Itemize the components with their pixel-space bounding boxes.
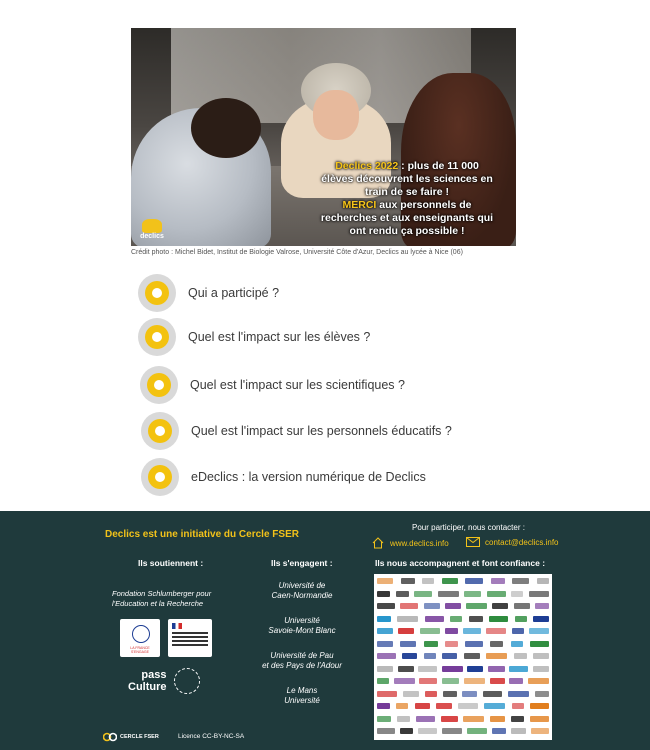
radio-disc-icon xyxy=(138,318,176,356)
partner-logo xyxy=(377,728,395,734)
partner-logo xyxy=(398,628,414,634)
partner-logo-row xyxy=(377,665,549,673)
partner-logo xyxy=(492,728,506,734)
footer-title: Declics est une initiative du Cercle FSER xyxy=(105,529,299,540)
partner-logo-row xyxy=(377,577,549,585)
partner-logo xyxy=(535,691,549,697)
partner-logo xyxy=(400,641,416,647)
pass-culture-line2: Culture xyxy=(128,681,167,693)
partner-logo xyxy=(466,603,487,609)
partner-logo xyxy=(445,603,461,609)
email-text: contact@declics.info xyxy=(485,537,559,547)
partner-logo-row xyxy=(377,627,549,635)
partner-logo xyxy=(537,578,549,584)
partner-logo xyxy=(377,628,393,634)
radio-disc-icon xyxy=(140,366,178,404)
partner-logo xyxy=(531,728,549,734)
licence-text: Licence CC-BY-NC-SA xyxy=(178,733,245,740)
partner-logo xyxy=(377,703,390,709)
faq-label: Quel est l'impact sur les élèves ? xyxy=(188,330,371,344)
faq-label: Quel est l'impact sur les scientifiques ? xyxy=(190,378,405,392)
sponsor-pass-culture xyxy=(128,669,167,693)
partner-logo xyxy=(530,641,549,647)
partner-logo-row xyxy=(377,640,549,648)
partner-logo xyxy=(463,628,481,634)
photo-student-left-hair xyxy=(191,98,261,158)
photo-scientist-face xyxy=(313,90,359,140)
support-heading: Ils soutiennent : xyxy=(138,558,204,568)
university-item: Université Savoie-Mont Blanc xyxy=(268,616,336,635)
partner-logo xyxy=(512,703,524,709)
partner-logo xyxy=(490,678,505,684)
partner-logo xyxy=(529,628,549,634)
partners-heading: Ils nous accompagnent et font confiance : xyxy=(375,558,546,568)
faq-item-edeclics[interactable] xyxy=(141,457,426,497)
partner-logo xyxy=(491,578,505,584)
partner-logo xyxy=(528,678,549,684)
partner-logo xyxy=(418,728,437,734)
website-link[interactable] xyxy=(372,537,449,549)
partner-logo xyxy=(462,691,477,697)
contact-label: Pour participer, nous contacter : xyxy=(412,523,525,532)
partner-logo-row xyxy=(377,615,549,623)
partner-logo xyxy=(492,603,508,609)
partner-logo xyxy=(490,716,505,722)
partner-logo xyxy=(403,691,419,697)
sponsor-fondation-schlumberger: Fondation Schlumberger pour l'Education et la Recherche xyxy=(112,589,212,608)
university-item: Le Mans Université xyxy=(284,686,320,705)
overlay-text: recherches et aux enseignants qui xyxy=(320,212,494,224)
partner-logo xyxy=(511,716,524,722)
partner-logo xyxy=(512,628,524,634)
partner-logo xyxy=(483,691,502,697)
hero-photo xyxy=(131,28,516,246)
partner-logo xyxy=(442,678,459,684)
seal-icon xyxy=(132,625,150,643)
faq-label: Quel est l'impact sur les personnels éducatifs ? xyxy=(191,424,452,438)
gov-caption: LA FRANCE S'ENGAGE xyxy=(130,646,150,654)
faq-item-participants[interactable] xyxy=(138,273,279,313)
partner-logo xyxy=(377,678,389,684)
partner-logo xyxy=(442,728,462,734)
partner-logo xyxy=(486,628,506,634)
mail-icon xyxy=(466,537,480,547)
partner-logo xyxy=(441,716,458,722)
partner-logo xyxy=(420,628,440,634)
partner-logo xyxy=(436,703,452,709)
cercle-fser-logo xyxy=(103,732,159,742)
partner-logo xyxy=(464,653,480,659)
cercle-fser-text: CERCLE FSER xyxy=(120,734,159,740)
partner-logo xyxy=(489,616,508,622)
partner-logo xyxy=(422,578,434,584)
partner-logo xyxy=(424,641,438,647)
partner-logo xyxy=(377,591,390,597)
partner-logo xyxy=(416,716,435,722)
partner-logo xyxy=(490,641,503,647)
partner-logo xyxy=(425,616,444,622)
partner-logo xyxy=(465,578,483,584)
partner-logo xyxy=(508,691,529,697)
partner-logo xyxy=(398,666,414,672)
partner-logo-row xyxy=(377,677,549,685)
partner-logo xyxy=(400,603,418,609)
declics-logo-text: declics xyxy=(140,233,164,240)
email-link[interactable] xyxy=(466,537,559,547)
partner-logo xyxy=(415,703,430,709)
partner-logo xyxy=(530,716,549,722)
partner-logo xyxy=(450,616,462,622)
radio-disc-icon xyxy=(141,412,179,450)
partner-logo xyxy=(511,641,523,647)
partner-logo xyxy=(377,666,393,672)
partner-logo xyxy=(442,578,458,584)
partner-logo xyxy=(442,666,463,672)
website-text: www.declics.info xyxy=(390,538,449,548)
faq-label: eDeclics : la version numérique de Declics xyxy=(191,470,426,484)
partner-logo xyxy=(425,691,437,697)
overlay-text: : plus de 11 000 xyxy=(398,160,479,172)
photo-credit: Crédit photo : Michel Bidet, Institut de Biologie Valrose, Université Côte d'Azur, Declics au lycée à Nice (06) xyxy=(131,249,463,256)
partner-logo xyxy=(514,653,527,659)
partner-logo-row xyxy=(377,702,549,710)
overlay-text: ont rendu ça possible ! xyxy=(349,225,465,237)
overlay-text: élèves découvrent les sciences en xyxy=(321,173,493,185)
partner-logo xyxy=(418,666,437,672)
partner-logo xyxy=(377,641,393,647)
radio-disc-icon xyxy=(138,274,176,312)
cercle-fser-icon xyxy=(103,732,117,742)
overlay-text: train de se faire ! xyxy=(364,186,450,198)
partner-logo xyxy=(530,703,549,709)
partner-logo xyxy=(533,653,549,659)
footer xyxy=(0,511,650,750)
partner-logo-row xyxy=(377,727,549,735)
partner-logo xyxy=(509,678,523,684)
partner-logo xyxy=(458,703,478,709)
partner-logo xyxy=(469,616,483,622)
overlay-highlight-declics: Declics 2022 xyxy=(335,160,399,172)
partner-logo xyxy=(396,703,408,709)
university-item: Université de Caen-Normandie xyxy=(271,581,333,600)
partner-logo xyxy=(424,603,440,609)
partner-logo xyxy=(400,728,413,734)
partner-logo xyxy=(377,578,393,584)
partner-logo-row xyxy=(377,652,549,660)
partner-logo xyxy=(467,666,483,672)
partner-logo-row xyxy=(377,690,549,698)
faq-label: Qui a participé ? xyxy=(188,286,280,300)
partner-logo xyxy=(464,591,481,597)
partner-logo xyxy=(514,603,530,609)
partner-logo xyxy=(377,616,391,622)
partner-logo xyxy=(377,603,395,609)
photo-caption-overlay xyxy=(312,160,502,238)
partner-logo xyxy=(529,591,549,597)
faq-item-impact-students[interactable] xyxy=(138,317,370,357)
partner-logo xyxy=(424,653,436,659)
house-icon xyxy=(372,537,384,549)
partner-logo xyxy=(533,616,549,622)
partner-logo xyxy=(511,591,523,597)
partner-logo xyxy=(445,628,458,634)
faq-item-impact-scientists[interactable] xyxy=(140,365,405,405)
partner-logo xyxy=(487,591,506,597)
partner-logo xyxy=(401,578,415,584)
partner-logo xyxy=(377,691,397,697)
partner-logo xyxy=(445,641,458,647)
partner-logo xyxy=(438,591,459,597)
overlay-text: aux personnels de xyxy=(376,199,472,211)
partner-logo xyxy=(515,616,527,622)
sponsor-ministry-logo xyxy=(168,619,212,657)
partner-logo-row xyxy=(377,590,549,598)
partner-logo xyxy=(509,666,528,672)
partner-logo xyxy=(377,716,391,722)
partner-logo xyxy=(533,666,549,672)
partner-logo-row xyxy=(377,715,549,723)
overlay-highlight-merci: MERCI xyxy=(342,199,377,211)
partner-logo xyxy=(442,653,457,659)
partner-logo xyxy=(396,591,409,597)
partner-logo xyxy=(397,616,418,622)
declics-logo xyxy=(137,219,167,240)
partner-logo xyxy=(443,691,457,697)
declics-logo-icon xyxy=(142,219,162,233)
faq-item-impact-staff[interactable] xyxy=(141,411,452,451)
pass-culture-line1: pass xyxy=(141,669,167,681)
partner-logo-row xyxy=(377,602,549,610)
radio-disc-icon xyxy=(141,458,179,496)
university-item: Université de Pau et des Pays de l'Adour xyxy=(262,651,342,670)
partner-logo xyxy=(511,728,526,734)
partner-logo xyxy=(467,728,487,734)
partner-logo xyxy=(377,653,396,659)
partner-logo xyxy=(512,578,529,584)
partner-logo xyxy=(463,716,484,722)
partner-logo xyxy=(486,653,507,659)
partner-logos-grid xyxy=(374,574,552,740)
partner-logo xyxy=(484,703,505,709)
partner-logo xyxy=(465,641,483,647)
partner-logo xyxy=(464,678,485,684)
partner-logo xyxy=(535,603,549,609)
partner-logo xyxy=(397,716,410,722)
engage-heading: Ils s'engagent : xyxy=(271,558,333,568)
partner-logo xyxy=(402,653,417,659)
partner-logo xyxy=(394,678,415,684)
partner-logo xyxy=(419,678,437,684)
flag-icon xyxy=(172,623,182,629)
partner-logo xyxy=(414,591,432,597)
sponsor-france-sengage-logo xyxy=(120,619,160,657)
partner-logo xyxy=(488,666,505,672)
pass-culture-sun-icon xyxy=(174,668,200,694)
